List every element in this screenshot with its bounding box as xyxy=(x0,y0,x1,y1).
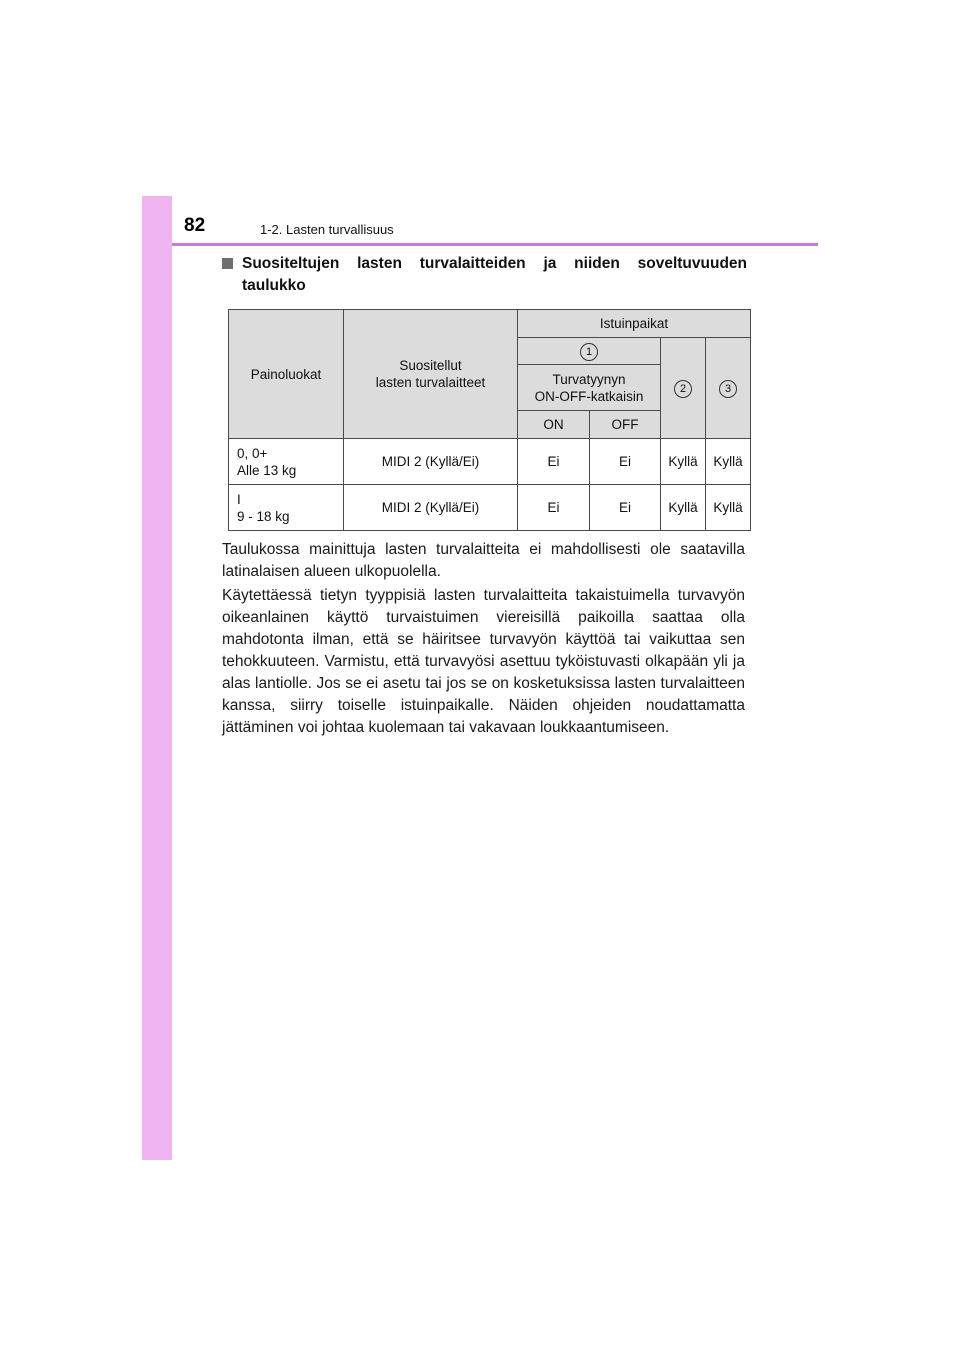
seat-2-marker: 2 xyxy=(674,380,692,398)
suitability-table xyxy=(228,309,751,531)
header-weight-class-text: Painoluokat xyxy=(250,366,322,382)
header-recommended-text: Suositellut lasten turvalaitteet xyxy=(375,358,486,390)
seat-3-marker: 3 xyxy=(719,380,737,398)
subsection-heading-text: Suositeltujen lasten turvalaitteiden ja niiden soveltuvuuden taulukko xyxy=(242,255,747,294)
side-tab-bar xyxy=(142,196,172,1160)
header-off: OFF xyxy=(590,411,661,439)
header-recommended xyxy=(344,310,518,439)
on-cell: Ei xyxy=(518,485,590,531)
off-cell: Ei xyxy=(590,439,661,485)
seat-2-cell: Kyllä xyxy=(661,439,706,485)
device-cell: MIDI 2 (Kyllä/Ei) xyxy=(344,439,518,485)
header-airbag-switch xyxy=(518,365,661,411)
header-divider xyxy=(172,243,818,246)
paragraph-availability: Taulukossa mainittuja lasten turvalaitteita ei mahdollisesti ole saatavilla latinalaisen alueen ulkopuolella. xyxy=(222,541,745,580)
seat-3-cell: Kyllä xyxy=(706,485,751,531)
header-seat-1 xyxy=(518,338,661,365)
page-number: 82 xyxy=(184,215,206,236)
header-seating-positions: Istuinpaikat xyxy=(518,310,751,338)
device-cell: MIDI 2 (Kyllä/Ei) xyxy=(344,485,518,531)
seat-2-cell: Kyllä xyxy=(661,485,706,531)
header-seat-2 xyxy=(661,338,706,439)
table-row xyxy=(229,439,751,485)
seat-3-cell: Kyllä xyxy=(706,439,751,485)
on-cell: Ei xyxy=(518,439,590,485)
weight-cell: I 9 - 18 kg xyxy=(229,485,344,531)
header-seat-3 xyxy=(706,338,751,439)
weight-cell: 0, 0+ Alle 13 kg xyxy=(229,439,344,485)
header-weight-class xyxy=(229,310,344,439)
off-cell: Ei xyxy=(590,485,661,531)
section-title: 1-2. Lasten turvallisuus xyxy=(260,222,394,237)
subsection-heading xyxy=(222,253,747,297)
seat-1-marker: 1 xyxy=(580,343,598,361)
paragraph-seatbelt-warning: Käytettäessä tietyn tyyppisiä lasten turvalaitteita takaistuimella turvavyön oikeanlainen käyttö turvaistuimen viereisillä paikoilla saattaa olla mahdotonta ilman, että se häiritsee turvavyön käyttöä tai vaikuttaa sen tehokkuuteen. Varmistu, että turvavyösi asettuu tyköistuvasti olkapään yli ja alas lantiolle. Jos se ei asetu tai jos se on kosketuksissa lasten turvalaitteen kanssa, siirry toiselle istuinpaikalle. Näiden ohjeiden noudattamatta jättäminen voi johtaa kuolemaan tai vakavaan loukkaantumiseen. xyxy=(222,587,745,736)
header-on: ON xyxy=(518,411,590,439)
header-airbag-switch-text: Turvatyynyn ON-OFF-katkaisin xyxy=(534,371,644,404)
square-bullet-icon xyxy=(222,258,233,269)
table-row xyxy=(229,485,751,531)
